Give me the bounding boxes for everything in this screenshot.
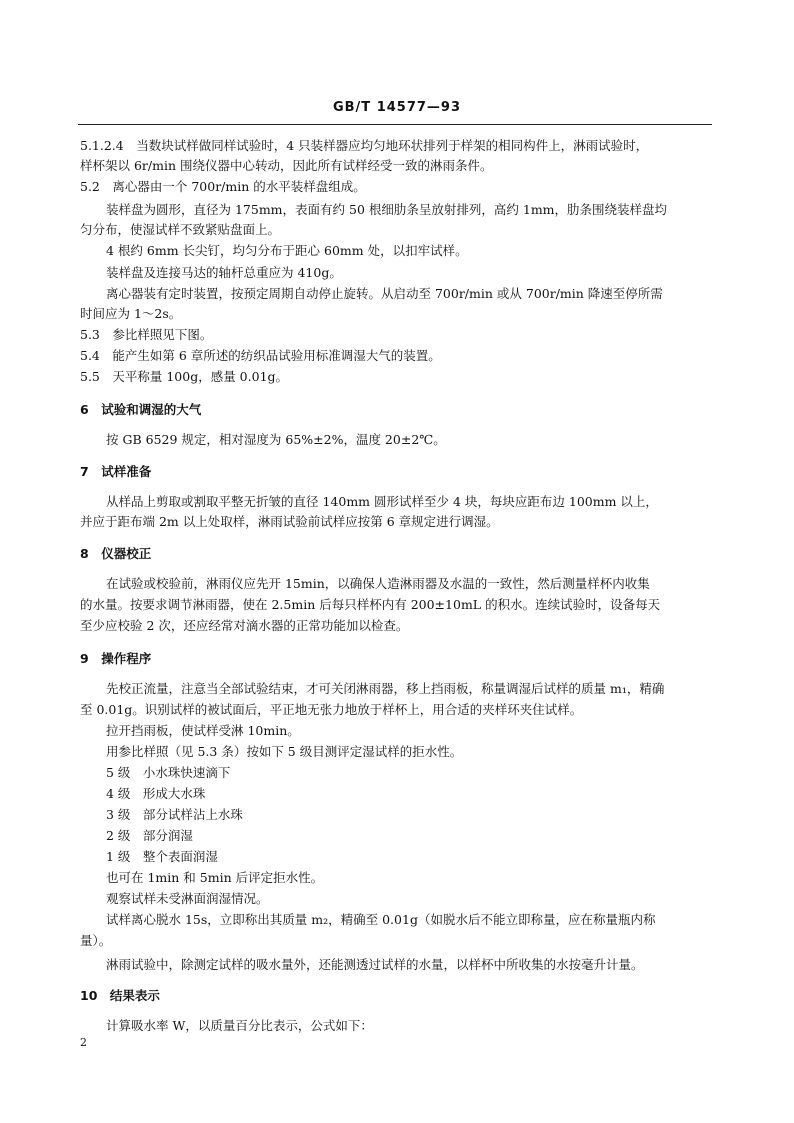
section-heading: 10 结果表示 bbox=[80, 988, 160, 1003]
text-line: 在试验或校验前，淋雨仪应先开 15min，以确保人造淋雨器及水温的一致性，然后测量样杯内收集 bbox=[106, 576, 650, 591]
text-line: 至 0.01g。识别试样的被试面后，平正地无张力地放于样杯上，用合适的夹样环夹住试样。 bbox=[80, 702, 583, 717]
page-number: 2 bbox=[80, 1036, 87, 1049]
text-line: 装样盘为圆形，直径为 175mm，表面有约 50 根细肋条呈放射排列，高约 1mm，肋条围绕装样盘均 bbox=[106, 202, 668, 217]
text-line: 从样品上剪取或割取平整无折皱的直径 140mm 圆形试样至少 4 块，每块应距布边 100mm 以上， bbox=[106, 494, 658, 509]
text-line: 匀分布，使湿试样不致紧贴盘面上。 bbox=[80, 222, 281, 237]
standard-code: GB/T 14577—93 bbox=[332, 100, 462, 115]
text-line: 拉开挡雨板，使试样受淋 10min。 bbox=[106, 723, 300, 738]
section-heading: 7 试样准备 bbox=[80, 464, 152, 479]
section-heading: 9 操作程序 bbox=[80, 651, 152, 666]
text-line: 5.3 参比样照见下图。 bbox=[80, 327, 213, 342]
text-line: 用参比样照（见 5.3 条）按如下 5 级目测评定湿试样的拒水性。 bbox=[106, 744, 463, 759]
text-line: 3 级 部分试样沾上水珠 bbox=[106, 807, 243, 822]
text-line: 5.5 天平称量 100g，感量 0.01g。 bbox=[80, 369, 289, 384]
text-line: 至少应校验 2 次，还应经常对滴水器的正常功能加以检查。 bbox=[80, 618, 409, 633]
text-line: 5.2 离心器由一个 700r/min 的水平装样盘组成。 bbox=[80, 179, 366, 194]
text-line: 4 根约 6mm 长尖钉，均匀分布于距心 60mm 处，以扣牢试样。 bbox=[106, 243, 468, 258]
text-line: 也可在 1min 和 5min 后评定拒水性。 bbox=[106, 870, 324, 885]
text-line: 的水量。按要求调节淋雨器，使在 2.5min 后每只样杯内有 200±10mL 的积水。连续试验时，设备每天 bbox=[80, 597, 661, 612]
text-line: 计算吸水率 W，以质量百分比表示，公式如下： bbox=[106, 1018, 373, 1033]
text-line: 试样离心脱水 15s，立即称出其质量 m₂，精确至 0.01g（如脱水后不能立即称量，应在称量瓶内称 bbox=[106, 912, 656, 927]
text-line: 时间应为 1～2s。 bbox=[80, 306, 182, 321]
section-heading: 6 试验和调湿的大气 bbox=[80, 402, 202, 417]
header-rule bbox=[78, 124, 712, 125]
text-line: 5.4 能产生如第 6 章所述的纺织品试验用标准调湿大气的装置。 bbox=[80, 348, 441, 363]
text-line: 量）。 bbox=[80, 933, 112, 948]
text-line: 按 GB 6529 规定，相对湿度为 65%±2%，温度 20±2℃。 bbox=[106, 432, 446, 447]
text-line: 装样盘及连接马达的轴杆总重应为 410g。 bbox=[106, 265, 342, 280]
text-line: 2 级 部分润湿 bbox=[106, 828, 193, 843]
text-line: 先校正流量，注意当全部试验结束，才可关闭淋雨器，移上挡雨板，称量调湿后试样的质量 m₁，精确 bbox=[106, 681, 665, 696]
text-line: 4 级 形成大水珠 bbox=[106, 786, 206, 801]
section-heading: 8 仪器校正 bbox=[80, 546, 152, 561]
text-line: 并应于距布端 2m 以上处取样，淋雨试验前试样应按第 6 章规定进行调湿。 bbox=[80, 514, 499, 529]
text-line: 1 级 整个表面润湿 bbox=[106, 849, 218, 864]
text-line: 5.1.2.4 当数块试样做同样试验时，4 只装样器应均匀地环状排列于样架的相同构件上，淋雨试验时， bbox=[80, 138, 649, 153]
text-line: 5 级 小水珠快速滴下 bbox=[106, 765, 231, 780]
text-line: 淋雨试验中，除测定试样的吸水量外，还能测透过试样的水量，以样杯中所收集的水按毫升计量。 bbox=[106, 957, 644, 972]
text-line: 离心器装有定时装置，按预定周期自动停止旋转。从启动至 700r/min 或从 700r/min 降速至停所需 bbox=[106, 286, 663, 301]
text-line: 样杯架以 6r/min 围绕仪器中心转动，因此所有试样经受一致的淋雨条件。 bbox=[80, 158, 493, 173]
text-line: 观察试样未受淋面润湿情况。 bbox=[106, 891, 269, 906]
